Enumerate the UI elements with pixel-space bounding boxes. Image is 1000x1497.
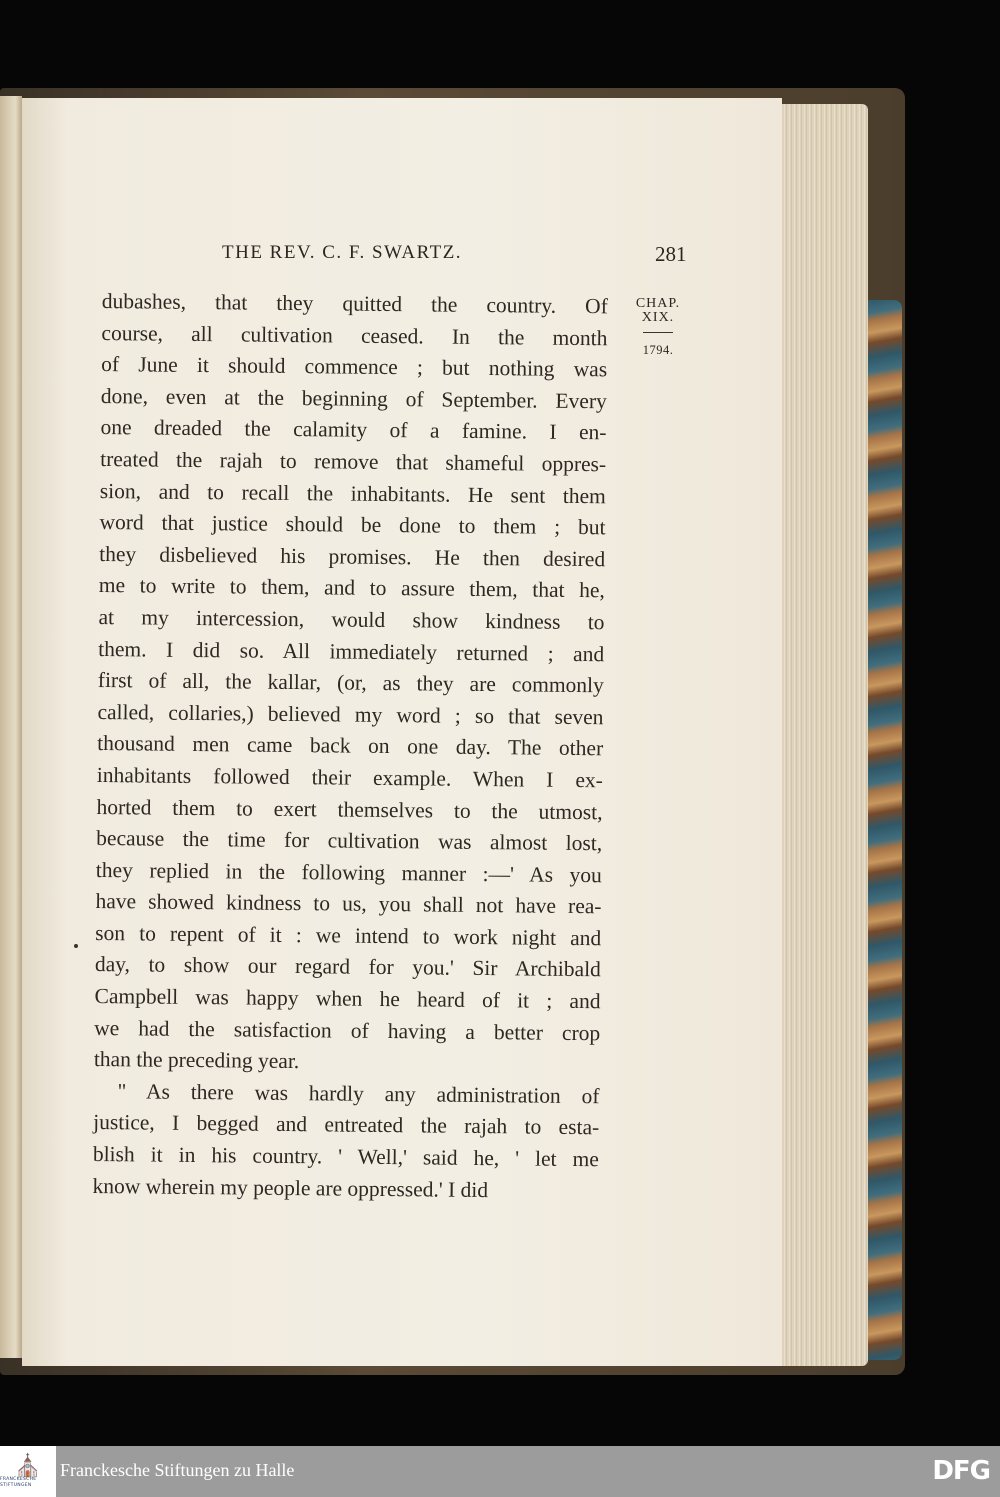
- text-line: course, all cultivation ceased. In the month: [101, 320, 608, 350]
- text-line: of June it should commence ; but nothing was: [101, 352, 608, 382]
- text-line: than the preceding year.: [93, 1047, 300, 1074]
- building-icon: ⛪: [14, 1452, 42, 1478]
- text-line: done, even at the beginning of September. Every: [100, 383, 607, 414]
- text-line: one dreaded the calamity of a famine. I en-: [100, 415, 607, 445]
- text-line: because the time for cultivation was almost lost,: [96, 826, 603, 856]
- text-line: at my intercession, would show kindness to: [98, 604, 605, 635]
- text-line: inhabitants followed their example. When I ex-: [96, 762, 603, 793]
- footer-bar: [0, 1446, 1000, 1497]
- page-number: 281: [655, 242, 687, 266]
- text-line: thousand men came back on one day. The other: [97, 731, 604, 761]
- text-line: them. I did so. All immediately returned ; and: [98, 636, 605, 666]
- text-line: word that justice should be done to them ; but: [99, 510, 606, 540]
- text-line: blish it in his country. ' Well,' said he, ' let me: [92, 1141, 600, 1172]
- margin-note: [631, 296, 685, 358]
- text-line: we had the satisfaction of having a better crop: [94, 1015, 601, 1045]
- text-line: have showed kindness to us, you shall not have rea-: [95, 889, 602, 919]
- page-speck: [74, 944, 78, 948]
- text-line: treated the rajah to remove that shameful oppres-: [100, 446, 607, 477]
- margin-chap-number: XIX.: [641, 310, 675, 325]
- text-line: me to write to them, and to assure them, that he,: [98, 573, 605, 603]
- text-line: horted them to exert themselves to the utmost,: [96, 794, 603, 824]
- margin-rule: [643, 332, 673, 333]
- margin-chap-label: CHAP.: [635, 296, 681, 311]
- dfg-logo: DFG: [932, 1456, 990, 1486]
- text-line: they disbelieved his promises. He then desired: [99, 541, 606, 572]
- body-text: [92, 286, 608, 1207]
- marbled-page-edge: [862, 300, 902, 1360]
- text-line: sion, and to recall the inhabitants. He sent them: [99, 478, 606, 508]
- page-stack-edge: [768, 104, 868, 1366]
- text-line: first of all, the kallar, (or, as they are commonly: [97, 668, 604, 698]
- institution-logo: [0, 1446, 56, 1497]
- running-head: THE REV. C. F. SWARTZ.: [222, 242, 463, 263]
- institution-name: Franckesche Stiftungen zu Halle: [60, 1460, 295, 1480]
- text-line: son to repent of it : we intend to work night and: [95, 920, 602, 951]
- left-page-sliver: [0, 96, 22, 1358]
- text-line: know wherein my people are oppressed.' I did: [92, 1173, 489, 1202]
- text-line: day, to show our regard for you.' Sir Archibald: [94, 952, 601, 982]
- text-line: justice, I begged and entreated the rajah to esta-: [93, 1110, 600, 1140]
- text-line: they replied in the following manner :—' As you: [95, 857, 602, 887]
- text-line: dubashes, that they quitted the country. Of: [101, 288, 608, 319]
- text-line: called, collaries,) believed my word ; so that seven: [97, 699, 604, 729]
- text-line: Campbell was happy when he heard of it ; and: [94, 984, 601, 1014]
- logo-lettering: FRANCKESCHE STIFTUNGEN: [0, 1476, 37, 1488]
- margin-year: 1794.: [642, 343, 674, 357]
- text-line: " As there was hardly any administration of: [117, 1079, 600, 1109]
